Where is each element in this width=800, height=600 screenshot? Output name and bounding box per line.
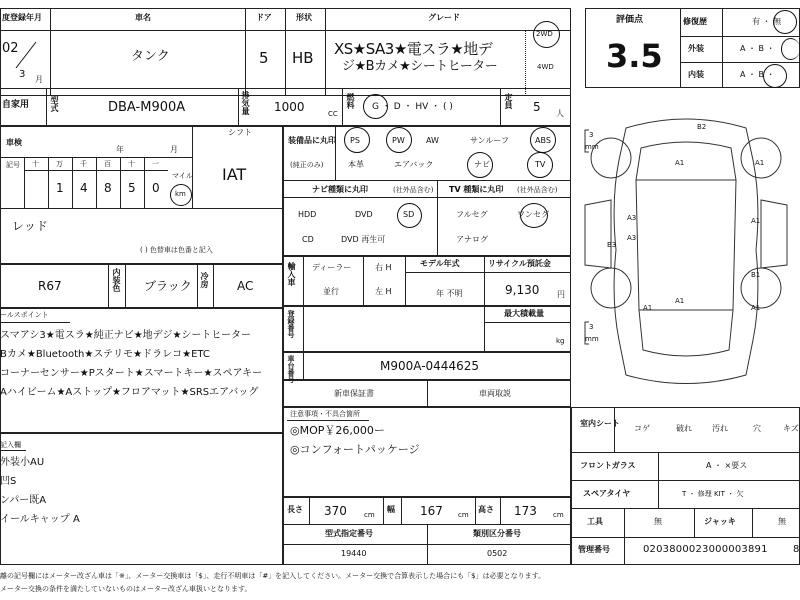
- manual-label: 車両取説: [479, 389, 511, 398]
- equipment-option: エアバック: [394, 160, 434, 169]
- digit-divider: [96, 157, 97, 208]
- shaken-year-label: 年: [116, 145, 124, 154]
- nav-option: CD: [302, 235, 314, 244]
- displacement-value: 1000: [274, 100, 305, 114]
- nav-type-sub: (社外品含む): [393, 186, 434, 194]
- pw-circle: [386, 127, 412, 153]
- class-no-value: 0502: [487, 549, 508, 558]
- mileage-digit: 8: [104, 181, 112, 195]
- damage-mark: A1: [675, 297, 685, 305]
- jack-value: 無: [778, 517, 786, 526]
- month-unit: 月: [35, 75, 43, 84]
- model-label: 型式: [50, 96, 59, 112]
- length-value: 370: [324, 504, 347, 518]
- shaken-month-label: 月: [170, 145, 178, 154]
- digit-place-label: 万: [56, 160, 63, 168]
- class-no-label: 類別区分番号: [473, 529, 521, 538]
- grade-line-1: XS★SA3★電スラ★地デ: [334, 40, 493, 58]
- sales-point-line: コーナーセンサー★Pスタート★スマートキー★スペアキー: [0, 368, 263, 379]
- spare-tire-label: スペアタイヤ: [583, 489, 631, 498]
- nav-option: HDD: [298, 210, 317, 219]
- warranty-label: 新車保証書: [334, 389, 374, 398]
- notes-label: 注意事項・不具合箇所: [290, 410, 360, 418]
- damage-diagram: [571, 100, 800, 406]
- sales-point-line: スマアシ3★電スラ★純正ナビ★地デジ★シートヒーター: [0, 330, 252, 341]
- inspector-line: イールキャップ A: [0, 514, 80, 525]
- model-year-label: モデル年式: [420, 259, 460, 268]
- oneseg-circle: [520, 203, 548, 228]
- recycle-label: リサイクル預託金: [488, 259, 551, 268]
- nav-option: DVD 再生可: [341, 235, 386, 244]
- use-type: 自家用: [2, 100, 30, 110]
- reg-date-slash: [12, 40, 40, 70]
- chassis-value: M900A-0444625: [380, 359, 479, 373]
- model-value: DBA-M900A: [108, 100, 186, 115]
- tv-circle: [527, 152, 553, 178]
- note-line: ◎コンフォートパッケージ: [290, 443, 420, 456]
- digit-divider: [72, 157, 73, 208]
- equipment-option: TV: [535, 160, 546, 169]
- exterior-options: A ・ B ・: [740, 44, 775, 53]
- left-hand-label: 左 H: [375, 287, 392, 296]
- equipment-option: AW: [426, 136, 439, 145]
- height-label: 高さ: [478, 505, 494, 514]
- doors-value: 5: [259, 49, 269, 67]
- equipment-label-sub: (純正のみ): [290, 161, 324, 169]
- tv-option: アナログ: [456, 235, 488, 244]
- width-unit: cm: [458, 511, 469, 519]
- drive-4wd-label: 4WD: [537, 63, 554, 71]
- max-load-label: 最大積載量: [504, 309, 544, 318]
- interior-sheet-label-1: 室内シート: [580, 419, 620, 428]
- drive-2wd-label: 2WD: [536, 30, 553, 38]
- digit-place-label: 十: [32, 160, 39, 168]
- footer-line-1: 離の記号欄にはメーター改ざん車は「※」、メーター交換車は「$」、走行不明車は「#」を記入してください。メーター交換で合算表示した場合にも「$」は必要となります。: [0, 572, 546, 580]
- interior-color-label: 内装色: [112, 268, 121, 292]
- footer-line-2: メーター交換の条件を満たしていないものはメーター改ざん車扱いとなります。: [0, 585, 252, 593]
- capacity-value: 5: [533, 100, 541, 114]
- digit-place-label: 一: [152, 160, 159, 168]
- exterior-label: 外装: [688, 44, 704, 53]
- mileage-digit: 5: [128, 181, 136, 195]
- height-unit: cm: [553, 511, 564, 519]
- reg-year-value: 02: [2, 41, 19, 56]
- interior-options: A ・ B ・: [740, 70, 775, 79]
- sales-point-line: Bカメ★Bluetooth★ステリモ★ドラレコ★ETC: [0, 349, 210, 360]
- mileage-digit: 4: [80, 181, 88, 195]
- damage-mark: B2: [697, 123, 707, 131]
- interior-label: 内装: [688, 70, 704, 79]
- repair-none-circle: [773, 10, 797, 34]
- capacity-label: 定員: [504, 93, 513, 109]
- car-name-value: タンク: [131, 49, 170, 64]
- interior-color-value: ブラック: [144, 279, 192, 293]
- sheet-option: 穴: [753, 424, 761, 433]
- type-no-label: 型式指定番号: [325, 529, 373, 538]
- nav-option: DVD: [355, 210, 373, 219]
- digit-divider: [144, 157, 145, 208]
- inspection-block: [0, 126, 283, 264]
- sheet-option: 破れ: [676, 424, 692, 433]
- damage-mark: A1: [751, 304, 761, 312]
- dealer-label: ディーラー: [312, 263, 352, 272]
- type-no-value: 19440: [341, 549, 367, 558]
- length-unit: cm: [364, 511, 375, 519]
- abs-circle: [530, 127, 556, 153]
- bracket-top-num: 3: [589, 131, 594, 139]
- capacity-unit: 人: [556, 109, 564, 118]
- bracket-bottom-num: 3: [589, 323, 594, 331]
- nav-option: SD: [403, 210, 415, 219]
- shape-label: 形状: [296, 13, 312, 22]
- color-code-value: R67: [38, 279, 62, 293]
- mgmt-tail: 8: [793, 544, 800, 555]
- tv-type-label: TV 種類に丸印: [449, 185, 504, 194]
- mgmt-value: 0203800023000003891: [643, 544, 768, 555]
- interior-b-circle: [763, 64, 787, 88]
- chassis-label: 車台番号: [287, 355, 295, 383]
- mgmt-label: 管理番号: [578, 545, 610, 554]
- inspector-label: 記入欄: [0, 441, 21, 449]
- equipment-option: PW: [392, 136, 405, 145]
- reg-no-label: 登録番号: [287, 310, 295, 338]
- digit-header-line: [24, 170, 168, 171]
- windshield-options: A ・ ×要ス: [706, 461, 748, 470]
- recycle-value: 9,130: [505, 283, 540, 297]
- tv-type-sub: (社外品含む): [517, 186, 558, 194]
- color-note: ( ) 色替車は色番と記入: [140, 246, 213, 254]
- digit-place-label: 千: [80, 160, 87, 168]
- digit-place-label: 百: [104, 160, 111, 168]
- damage-mark: A1: [755, 159, 765, 167]
- bracket-bottom-mm: mm: [585, 335, 599, 343]
- spare-tire-options: T ・ 修理 KIT ・ 欠: [682, 490, 744, 498]
- car-name-label: 車名: [135, 13, 151, 22]
- fuel-label: 燃料: [346, 93, 355, 109]
- sd-circle: [397, 203, 422, 228]
- km-label: km: [175, 190, 186, 198]
- model-year-value: 年 不明: [436, 289, 463, 298]
- yen-unit: 円: [557, 290, 565, 299]
- damage-mark: A1: [675, 159, 685, 167]
- equipment-option: PS: [350, 136, 360, 145]
- equipment-option: 本革: [348, 160, 364, 169]
- door-label: ドア: [256, 13, 272, 22]
- displacement-label: 排気量: [241, 91, 250, 115]
- inspector-line: ンパー既A: [0, 495, 47, 506]
- mileage-digit: 1: [56, 181, 64, 195]
- shape-value: HB: [292, 49, 314, 67]
- kg-unit: kg: [556, 337, 565, 345]
- ac-value: AC: [237, 279, 254, 293]
- grade-label: グレード: [428, 13, 460, 22]
- overall-score: 3.5: [606, 37, 663, 75]
- reg-month-value: 3: [19, 69, 26, 80]
- height-value: 173: [514, 504, 537, 518]
- shift-value: IAT: [222, 165, 247, 184]
- tools-label: 工具: [587, 517, 603, 526]
- right-hand-label: 右 H: [375, 263, 392, 272]
- fuel-options: G ・ D ・ HV ・ ( ): [372, 102, 453, 112]
- fuel-selected-circle: [363, 94, 388, 119]
- equipment-option: サンルーフ: [470, 136, 509, 145]
- digit-place-label: 十: [128, 160, 135, 168]
- width-value: 167: [420, 504, 443, 518]
- repair-label: 修復歴: [683, 17, 707, 26]
- digit-divider: [48, 157, 49, 208]
- navi-circle: [467, 152, 493, 178]
- shaken-label: 車検: [6, 138, 22, 147]
- width-label: 幅: [387, 505, 395, 514]
- damage-mark: A1: [751, 217, 761, 225]
- shift-label: シフト: [228, 128, 252, 137]
- windshield-label: フロントガラス: [580, 461, 636, 470]
- inspector-line: 凹S: [0, 476, 17, 487]
- digit-divider: [120, 157, 121, 208]
- tv-option: ワンセグ: [517, 210, 549, 219]
- parallel-label: 並行: [323, 287, 339, 296]
- sheet-option: 汚れ: [712, 424, 728, 433]
- import-label: 輸入車: [287, 262, 296, 286]
- length-label: 長さ: [287, 505, 303, 514]
- eval-label: 評価点: [616, 15, 644, 25]
- damage-mark: A3: [627, 234, 637, 242]
- reg-year-label: 度登録年月: [2, 13, 42, 22]
- damage-mark: A3: [627, 214, 637, 222]
- sheet-option: キズ: [783, 424, 799, 433]
- mileage-symbol-label: 記号: [6, 161, 20, 169]
- note-line: ◎MOP￥26,000ー: [290, 424, 385, 437]
- equipment-option: ABS: [535, 136, 551, 145]
- sales-points-label: ールスポイント: [0, 311, 49, 319]
- equipment-option: ナビ: [474, 160, 490, 169]
- digit-divider: [24, 157, 25, 208]
- damage-mark: B3: [607, 241, 617, 249]
- km-circle: [170, 184, 192, 206]
- color-name: レッド: [12, 219, 48, 233]
- sales-point-line: Aハイビーム★Aストップ★フロアマット★SRSエアバッグ: [0, 387, 259, 398]
- grade-line-2: ジ★Bカメ★シートヒーター: [342, 59, 498, 74]
- repair-options: 有 ・ 無: [752, 17, 782, 26]
- tools-value: 無: [654, 517, 662, 526]
- damage-mark: B1: [751, 271, 761, 279]
- mile-label: マイル: [172, 172, 193, 180]
- mileage-digit: 0: [152, 181, 160, 195]
- ac-label: 冷房: [200, 272, 209, 288]
- jack-label: ジャッキ: [704, 517, 736, 526]
- equipment-label: 装備品に丸印: [288, 136, 336, 145]
- ps-circle: [344, 127, 370, 153]
- cc-unit: CC: [328, 110, 338, 118]
- inspector-line: 外装小AU: [0, 457, 45, 468]
- tv-option: フルセグ: [456, 210, 488, 219]
- sheet-option: コゲ: [634, 424, 650, 433]
- damage-mark: A1: [643, 304, 653, 312]
- nav-type-label: ナビ種類に丸印: [312, 185, 368, 194]
- exterior-selected-circle: [781, 38, 800, 60]
- bracket-top-mm: mm: [585, 143, 599, 151]
